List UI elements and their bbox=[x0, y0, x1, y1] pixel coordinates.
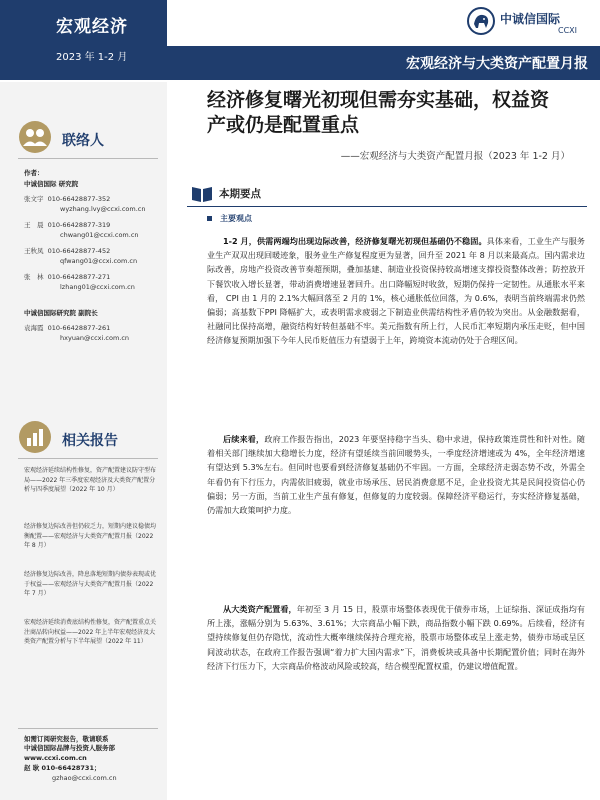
paragraph-lead: 从大类资产配置看， bbox=[223, 604, 297, 614]
header-navy-block bbox=[0, 0, 167, 80]
contacts-title: 联络人 bbox=[62, 133, 104, 149]
report-link[interactable]: 经济修复边际改善但仍较乏力，短期内建议稳债均衡配置——宏观经济与大类资产配置月报（2022 年 8 月） bbox=[24, 523, 157, 549]
summary-header bbox=[187, 182, 587, 207]
divider bbox=[18, 158, 158, 159]
contact-email[interactable]: qfwang01@ccxi.com.cn bbox=[60, 257, 138, 265]
logo-en-name: CCXI bbox=[558, 26, 578, 35]
divider bbox=[18, 458, 158, 459]
page-subtitle: ——宏观经济与大类资产配置月报（2023 年 1-2 月） bbox=[340, 151, 570, 162]
elephant-logo-icon bbox=[466, 6, 496, 36]
reports-header bbox=[18, 420, 158, 460]
header-period: 2023 年 1-2 月 bbox=[56, 52, 128, 63]
paragraph-lead: 1-2 月，供需两端均出现边际改善，经济修复曙光初现但基础仍不稳固。 bbox=[223, 236, 487, 246]
chart-icon bbox=[18, 420, 52, 454]
paragraph-body: 政府工作报告指出，2023 年要坚持稳字当头、稳中求进，保持政策连贯性和针对性。随着相关部门继续加大稳增长力度，经济有望延续当前回暖势头，一季度经济增速或为 4%，全年经济增速有望达到 5.3%左右。但同时也要看到经济修复基础仍不牢固。一方面，全球经济走弱态势不改，外需全年看仍有下行压力，内需依旧疲弱，就业市场承压、居民消费意愿不足，企业投资尤其是民间投资信心仍偏弱；另一方面，当前工业生产虽有修复，但修复的力度较弱。保障经济平稳运行，夯实经济修复基础，仍需加大政策呵护力度。 bbox=[207, 434, 585, 516]
book-icon bbox=[191, 184, 213, 204]
key-points-label: 主要观点 bbox=[220, 214, 252, 223]
subscription-info bbox=[24, 734, 117, 785]
deputy-label: 中诚信国际研究院 副院长 bbox=[24, 309, 98, 317]
report-link[interactable]: 宏观经济延续结构性修复，资产配置建议防守型布局——2022 年三季度宏观经济及大类资产配置分析与四季度展望（2022 年 10 月） bbox=[24, 467, 157, 493]
subscribe-line: 如需订阅研究报告，敬请联系 bbox=[24, 735, 109, 743]
contact-row bbox=[24, 246, 146, 257]
report-link[interactable]: 经济修复边际改善，降息落地短期内债券表现或优于权益——宏观经济与大类资产配置月报（2022 年 7 月） bbox=[24, 571, 157, 597]
subscribe-email[interactable]: gzhao@ccxi.com.cn bbox=[52, 774, 117, 782]
contact-email[interactable]: wyzhang.lvy@ccxi.com.cn bbox=[60, 205, 146, 213]
contact-row bbox=[24, 272, 146, 283]
reports-title: 相关报告 bbox=[62, 433, 118, 449]
authors-label: 作者： bbox=[24, 169, 44, 177]
contact-name: 王 晨 bbox=[24, 221, 44, 229]
contacts-header bbox=[18, 120, 158, 160]
paragraph-body: 具体来看，工业生产与服务业生产双双出现回暖迹象，服务业生产修复程度更为显著，回升至 2021 年 8 月以来最高点。国内需求边际改善，房地产投资改善节奏超预期，叠加基建、制造业投资保持较高增速支撑投资整体改善；防控放开下餐饮收入增长显著，带动消费增速显著回升。出口降幅短时收敛，短期仍保持一定韧性。从通胀水平来看， CPI 由 1 月的 2.1%大幅回落至 2 月的 1%，核心通胀低位回落，为 0.6%，表明当前终端需求仍然偏弱；高基数下PPI 降幅扩大，或表明需求疲弱之下制造业供需结构性矛盾仍较为突出。从金融数据看，社融同比保持高增，融资结构好转但基础不牢。美元指数有所上行，人民币汇率短期内承压走贬，但中国经济修复预期加强下今年人民币贬值压力有望弱于上年，跨境资本流动仍处于合理区间。 bbox=[207, 236, 585, 346]
series-title: 宏观经济与大类资产配置月报 bbox=[406, 56, 588, 72]
contact-phone: 010-66428877-271 bbox=[47, 273, 111, 281]
contact-phone: 010-66428877-319 bbox=[47, 221, 111, 229]
divider bbox=[18, 728, 158, 729]
header-strip bbox=[167, 46, 600, 80]
contact-phone: 010-66428877-452 bbox=[47, 247, 111, 255]
key-points-heading bbox=[207, 213, 252, 224]
main-content bbox=[167, 82, 600, 800]
contact-email[interactable]: hxyuan@ccxi.com.cn bbox=[60, 334, 130, 342]
contact-phone: 010-66428877-261 bbox=[47, 324, 111, 332]
contact-email[interactable]: lzhang01@ccxi.com.cn bbox=[60, 283, 135, 291]
people-icon bbox=[18, 120, 52, 154]
paragraph-3 bbox=[207, 602, 585, 673]
subscribe-dept: 中诚信国际品牌与投资人服务部 bbox=[24, 744, 115, 752]
company-logo bbox=[466, 6, 586, 40]
contact-email[interactable]: chwang01@ccxi.com.cn bbox=[60, 231, 139, 239]
website-link[interactable]: www.ccxi.com.cn bbox=[24, 754, 87, 762]
contact-name: 王秋凤 bbox=[24, 247, 44, 255]
square-bullet-icon bbox=[207, 216, 212, 221]
contact-name: 袁海霞 bbox=[24, 324, 44, 332]
paragraph-1 bbox=[207, 234, 585, 348]
contact-name: 张文宇 bbox=[24, 195, 44, 203]
paragraph-body: 年初至 3 月 15 日，股票市场整体表现优于债券市场，上证综指、深证成指均有所上涨，涨幅分别为 5.63%、3.61%；大宗商品小幅下跌，商品指数小幅下跌 0.69%。后续看，经济有望持续修复但仍存隐忧，流动性大概率继续保持合理充裕，股票市场整体或呈上涨走势，债券市场或呈区间波动状态，在政府工作报告强调“着力扩大国内需求”下，消费板块或具备中长期配置价值；同时在海外经济下行压力下，大宗商品价格波动风险或较高，结合模型配置权重，仍建议增值配置。 bbox=[207, 604, 585, 671]
contact-row bbox=[24, 194, 146, 205]
paragraph-2 bbox=[207, 432, 585, 517]
contact-list bbox=[24, 168, 146, 345]
contact-name: 张 林 bbox=[24, 273, 44, 281]
report-link[interactable]: 宏观经济延续消费底结构性修复，资产配置重点关注商品转向权益——2022 年上半年宏观经济及大类资产配置分析与下半年展望（2022 年 11） bbox=[24, 619, 157, 645]
contact-row bbox=[24, 323, 146, 334]
subscribe-contact: 赵 耿 010-66428731； bbox=[24, 764, 101, 772]
contact-phone: 010-66428877-352 bbox=[47, 195, 111, 203]
page-header bbox=[0, 0, 600, 82]
summary-title: 本期要点 bbox=[219, 188, 261, 200]
header-category: 宏观经济 bbox=[56, 17, 128, 37]
paragraph-lead: 后续来看， bbox=[223, 434, 265, 444]
institute-name: 中诚信国际 研究院 bbox=[24, 180, 79, 188]
logo-cn-name: 中诚信国际 bbox=[500, 12, 561, 26]
page-title: 经济修复曙光初现但需夯实基础，权益资产或仍是配置重点 bbox=[207, 89, 550, 136]
contact-row bbox=[24, 220, 146, 231]
sidebar bbox=[0, 82, 167, 800]
